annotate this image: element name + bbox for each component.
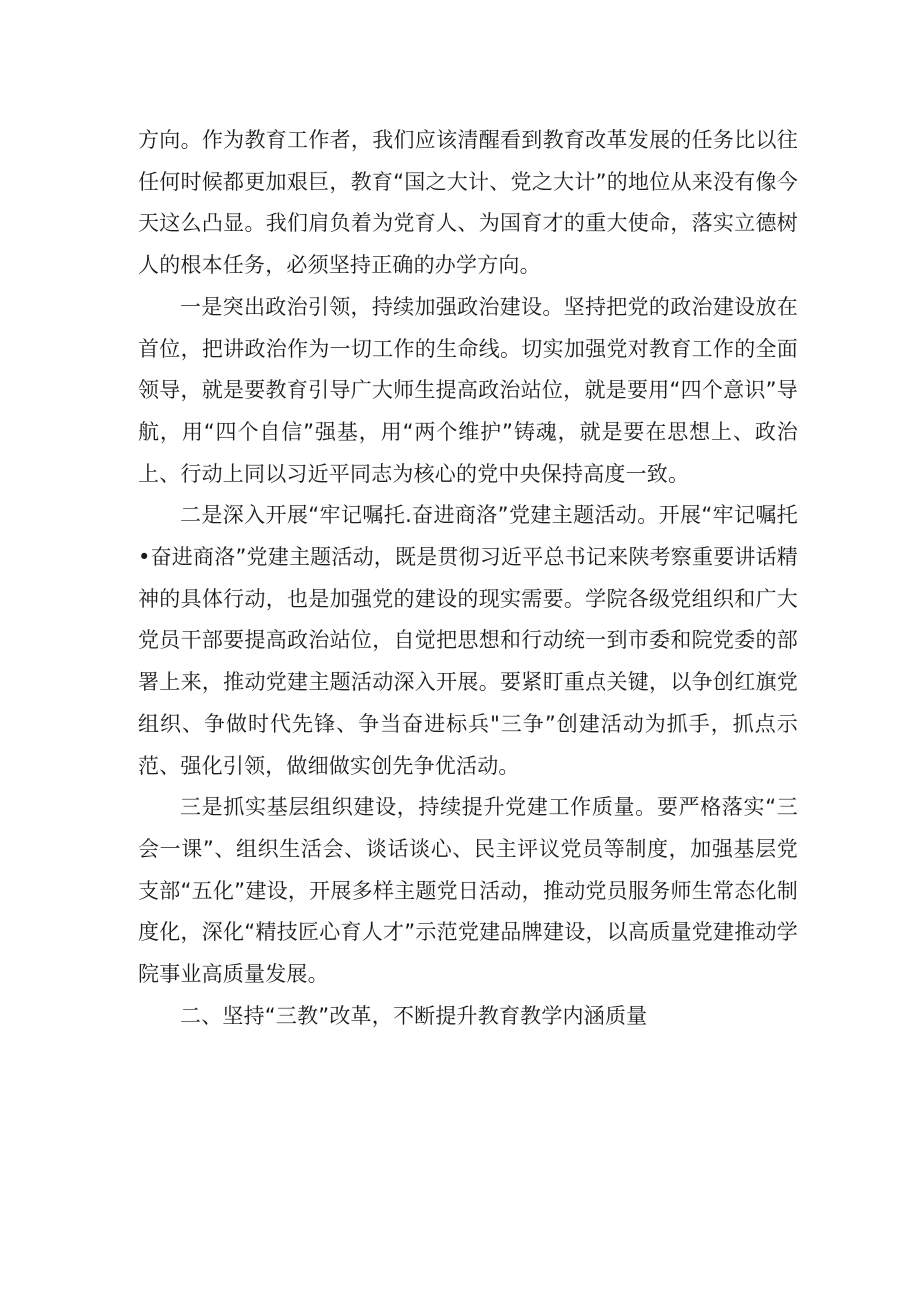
document-body — [138, 120, 798, 1037]
paragraph-political-leadership: 一是突出政治引领，持续加强政治建设。坚持把党的政治建设放在首位，把讲政治作为一切工作的生命线。切实加强党对教育工作的全面领导，就是要教育引导广大师生提高政治站位，就是要用“四个意识”导航，用“四个自信”强基，用“两个维护”铸魂，就是要在思想上、政治上、行动上同以习近平同志为核心的党中央保持高度一致。 — [138, 294, 798, 486]
section-heading-three-education-reform: 二、坚持“三教”改革，不断提升教育教学内涵质量 — [180, 1003, 648, 1028]
paragraph-theme-activity: 二是深入开展“牢记嘱托.奋进商洛”党建主题活动。开展“牢记嘱托•奋进商洛”党建主题活动，既是贯彻习近平总书记来陕考察重要讲话精神的具体行动，也是加强党的建设的现实需要。学院各级党组织和广大党员干部要提高政治站位，自觉把思想和行动统一到市委和院党委的部署上来，推动党建主题活动深入开展。要紧盯重点关键，以争创红旗党组织、争做时代先锋、争当奋进标兵"三争”创建活动为抓手，抓点示范、强化引领，做细做实创先争优活动。 — [138, 503, 798, 778]
paragraph-continuation: 方向。作为教育工作者，我们应该清醒看到教育改革发展的任务比以往任何时候都更加艰巨，教育“国之大计、党之大计”的地位从来没有像今天这么凸显。我们肩负着为党育人、为国育才的重大使命，落实立德树人的根本任务，必须坚持正确的办学方向。 — [138, 128, 798, 278]
paragraph-grassroots-organization: 三是抓实基层组织建设，持续提升党建工作质量。要严格落实“三会一课”、组织生活会、谈话谈心、民主评议党员等制度，加强基层党支部“五化”建设，开展多样主题党日活动，推动党员服务师生常态化制度化，深化“精技匠心育人才”示范党建品牌建设，以高质量党建推动学院事业高质量发展。 — [138, 795, 798, 987]
